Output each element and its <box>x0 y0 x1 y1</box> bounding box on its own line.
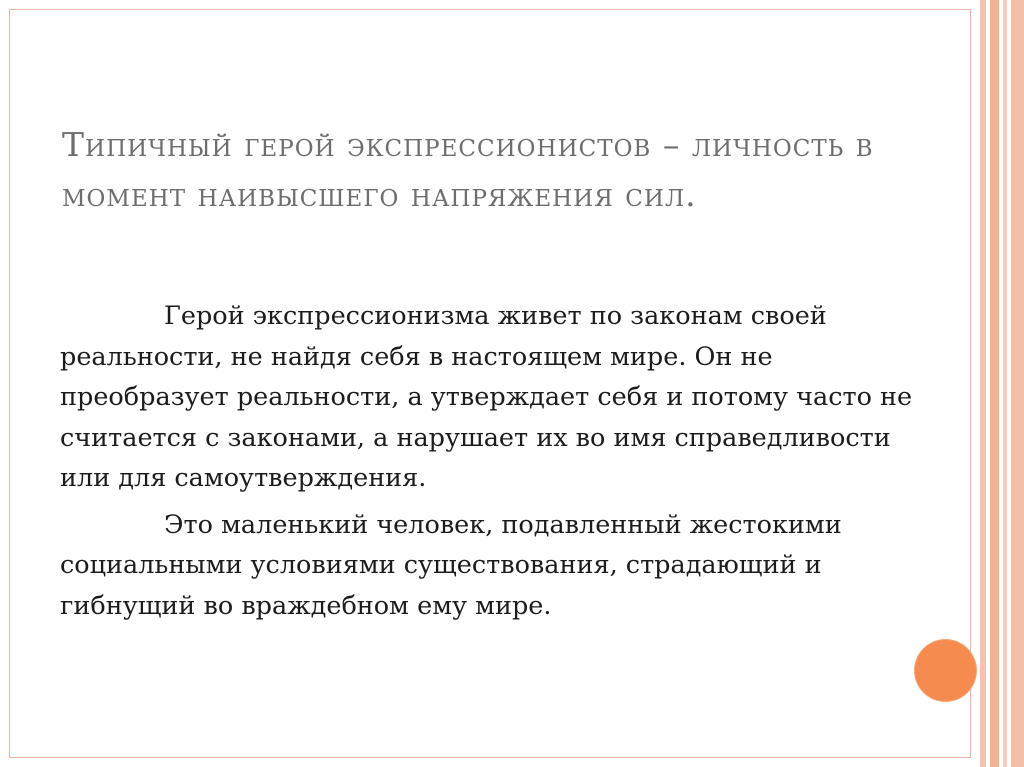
body-paragraph: Герой экспрессионизма живет по законам своей реальности, не найдя себя в настоящем мире. Он не преобразует реальности, а утверждает себя и потому часто не считается с законами, а нарушает их во имя справедливости или для самоутверждения. <box>60 301 913 493</box>
slide-body <box>60 296 940 626</box>
decorative-stripe <box>1011 0 1024 767</box>
decorative-stripe <box>980 0 986 767</box>
decorative-circle <box>915 640 976 701</box>
decorative-stripe <box>1003 0 1007 767</box>
slide-title: Типичный герой экспрессионистов – личность в момент наивысшего напряжения сил. <box>62 125 874 214</box>
decorative-stripe <box>990 0 999 767</box>
body-paragraph: Это маленький человек, подавленный жестокими социальными условиями существования, страдающий и гибнущий во враждебном ему мире. <box>60 509 842 621</box>
